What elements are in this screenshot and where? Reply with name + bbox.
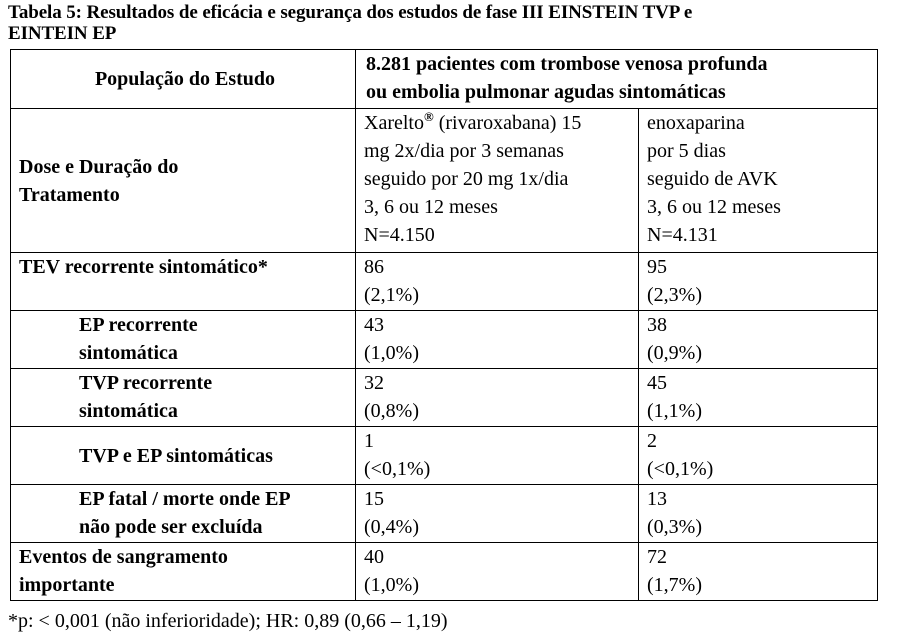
enox-dose-line-2: por 5 dias <box>647 140 726 162</box>
population-label: População do Estudo <box>94 68 276 90</box>
enoxaparina-dose-cell <box>639 109 878 253</box>
row-label-cell <box>11 427 356 485</box>
xarelto-result-cell <box>356 485 639 543</box>
row-label-line-1: EP recorrente <box>79 314 198 336</box>
xarelto-percent: (<0,1%) <box>364 458 431 480</box>
row-label-line-1: Eventos de sangramento <box>19 546 228 568</box>
enox-percent: (1,1%) <box>647 400 702 422</box>
xarelto-percent: (1,0%) <box>364 574 419 596</box>
xarelto-result-cell <box>356 369 639 427</box>
row-label-line-2: sintomática <box>79 342 178 364</box>
row-label-cell <box>11 311 356 369</box>
row-label-cell <box>11 485 356 543</box>
enox-count: 95 <box>647 256 667 278</box>
dose-label-line-1: Dose e Duração do <box>19 155 179 178</box>
row-label: TEV recorrente sintomático* <box>19 256 268 278</box>
enox-count: 38 <box>647 314 667 336</box>
enox-dose-line-1: enoxaparina <box>647 112 745 134</box>
table-row <box>11 369 878 427</box>
enox-percent: (0,9%) <box>647 342 702 364</box>
xarelto-result-cell <box>356 253 639 311</box>
enox-dose-line-3: seguido de AVK <box>647 168 778 190</box>
enox-percent: (0,3%) <box>647 516 702 538</box>
enox-result-cell <box>639 543 878 601</box>
row-label-cell <box>11 369 356 427</box>
table-row <box>11 543 878 601</box>
population-value-line-1: 8.281 pacientes com trombose venosa profunda <box>366 53 768 75</box>
row-label-cell <box>11 543 356 601</box>
population-value-line-2: ou embolia pulmonar agudas sintomáticas <box>366 81 726 103</box>
enox-count: 13 <box>647 488 667 510</box>
row-label-line-2: importante <box>19 574 115 596</box>
enox-count: 2 <box>647 430 657 452</box>
registered-mark: ® <box>423 109 434 124</box>
enox-count: 45 <box>647 372 667 394</box>
xarelto-generic: (rivaroxabana) 15 <box>433 112 582 134</box>
xarelto-result-cell <box>356 427 639 485</box>
enox-result-cell <box>639 427 878 485</box>
population-row <box>11 50 878 109</box>
xarelto-dose-line-3: seguido por 20 mg 1x/dia <box>364 168 569 190</box>
enox-count: 72 <box>647 546 667 568</box>
dose-row <box>11 109 878 253</box>
enox-percent: (2,3%) <box>647 284 702 306</box>
table-row <box>11 311 878 369</box>
xarelto-result-cell <box>356 543 639 601</box>
enox-percent: (1,7%) <box>647 574 702 596</box>
footnote: *p: < 0,001 (não inferioridade); HR: 0,89 (0,66 – 1,19) <box>8 610 448 632</box>
xarelto-percent: (0,8%) <box>364 400 419 422</box>
enox-n: N=4.131 <box>647 224 718 246</box>
table-row <box>11 485 878 543</box>
enox-percent: (<0,1%) <box>647 458 714 480</box>
population-label-cell <box>11 50 356 109</box>
table-row <box>11 253 878 311</box>
row-label-cell <box>11 253 356 311</box>
xarelto-count: 40 <box>364 546 384 568</box>
row-label-line-1: EP fatal / morte onde EP <box>79 488 291 510</box>
xarelto-dose-line-2: mg 2x/dia por 3 semanas <box>364 140 564 162</box>
enox-result-cell <box>639 485 878 543</box>
caption-line-2: EINTEIN EP <box>8 23 117 44</box>
population-value-cell <box>356 50 878 109</box>
xarelto-count: 86 <box>364 256 384 278</box>
row-label-line-2: sintomática <box>79 400 178 422</box>
xarelto-brand: Xarelto <box>364 112 424 134</box>
row-label-line-1: TVP recorrente <box>79 372 213 394</box>
xarelto-percent: (1,0%) <box>364 342 419 364</box>
enox-dose-line-4: 3, 6 ou 12 meses <box>647 196 781 218</box>
table-row <box>11 427 878 485</box>
xarelto-dose-line-4: 3, 6 ou 12 meses <box>364 196 498 218</box>
enox-result-cell <box>639 369 878 427</box>
row-label: TVP e EP sintomáticas <box>79 444 273 467</box>
dose-label-cell <box>11 109 356 253</box>
xarelto-count: 1 <box>364 430 374 452</box>
efficacy-safety-table <box>10 49 878 601</box>
row-label-line-2: não pode ser excluída <box>79 516 263 538</box>
xarelto-count: 15 <box>364 488 384 510</box>
xarelto-percent: (0,4%) <box>364 516 419 538</box>
xarelto-dose-cell <box>356 109 639 253</box>
xarelto-count: 32 <box>364 372 384 394</box>
enox-result-cell <box>639 253 878 311</box>
caption-line-1: Tabela 5: Resultados de eficácia e segurança dos estudos de fase III EINSTEIN TVP e <box>8 2 693 23</box>
xarelto-count: 43 <box>364 314 384 336</box>
xarelto-result-cell <box>356 311 639 369</box>
enox-result-cell <box>639 311 878 369</box>
table-caption <box>8 2 888 44</box>
xarelto-n: N=4.150 <box>364 224 435 246</box>
xarelto-percent: (2,1%) <box>364 284 419 306</box>
xarelto-dose-line-1 <box>364 109 634 137</box>
dose-label-line-2: Tratamento <box>19 183 120 206</box>
